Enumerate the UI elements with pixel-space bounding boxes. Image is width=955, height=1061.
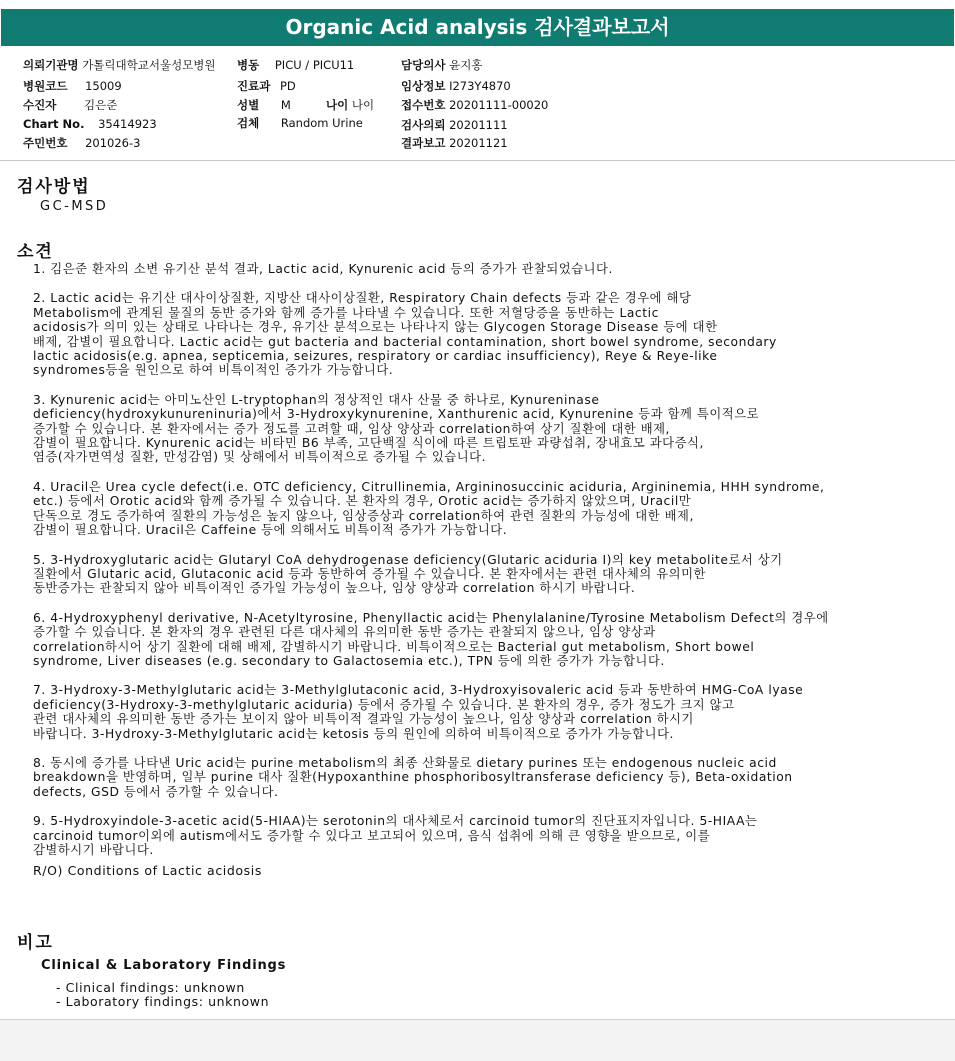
finding-paragraph: 1. 김은준 환자의 소변 유기산 분석 결과, Lactic acid, Kynurenic acid 등의 증가가 관찰되었습니다. (33, 262, 613, 276)
specimen-label: 검체 (237, 116, 260, 130)
clinical-findings-title: Clinical & Laboratory Findings (41, 958, 287, 973)
request-label: 검사의뢰 (401, 118, 446, 132)
age-value: 나이 (351, 98, 375, 112)
age-row (326, 97, 374, 113)
request-row (401, 117, 508, 133)
clinical-info-label: 임상정보 (401, 79, 446, 93)
report-date-value: 20201121 (449, 136, 508, 150)
patient-label: 수진자 (23, 98, 57, 112)
clinical-info-row (401, 78, 511, 94)
remarks-heading: 비고 (17, 933, 54, 953)
finding-paragraph: 6. 4-Hydroxyphenyl derivative, N-Acetyltyrosine, Phenyllactic acid는 Phenylalanine/Tyrosine Metabolism Defect의 경우에 증가할 수 있습니다. 본 환자의 경우 관련된 다른 대사체의 유의미한 동반 증가는 관찰되지 않으나, 임상 양상과 correlation하시어 상기 질환에 대해 배제, 감별하시기 바랍니다. 비특이적으로는 Bacterial gut metabolism, Short bowel syndrome, Liver diseases (e.g. secondary to Galactosemia etc.), TPN 등에 의한 증가가 가능합니다. (33, 610, 829, 668)
report-title: Organic Acid analysis 검사결과보고서 (1, 9, 954, 46)
age-label: 나이 (326, 98, 349, 112)
method-value: GC-MSD (40, 199, 109, 214)
finding-paragraph: 8. 동시에 증가를 나타낸 Uric acid는 purine metabolism의 최종 산화물로 dietary purines 또는 endogenous nucleic acid breakdown을 반영하며, 일부 purine 대사 질환(Hypoxanthine phosphoribosyltransferase deficiency 등), Beta-oxidation defects, GSD 등에서 증가할 수 있습니다. (33, 755, 793, 799)
finding-paragraph: 2. Lactic acid는 유기산 대사이상질환, 지방산 대사이상질환, Respiratory Chain defects 등과 같은 경우에 해당 Metabolism에 관계된 물질의 동반 증가와 함께 증가를 나타낼 수 있습니다. 또한 저혈당증을 동반하는 Lactic acidosis가 의미 있는 상태로 나타나는 경우, 유기산 분석으로는 나타나지 않는 Glycogen Storage Disease 등에 대한 배제, 감별이 필요합니다. Lactic acid는 gut bacteria and bacterial contamination, short bowel syndrome, secondary lactic acidosis(e.g. apnea, septicemia, seizures, respiratory or cardiac insufficiency), Reye & Reye-like syndromes등을 원인으로 하여 비특이적인 증가가 가능합니다. (33, 291, 777, 378)
clinical-findings-item: - Clinical findings: unknown (56, 980, 245, 995)
clinical-info-value: I273Y4870 (449, 79, 511, 93)
sex-row (237, 97, 291, 113)
patient-row (23, 97, 117, 113)
receipt-label: 접수번호 (401, 98, 446, 112)
chart-label: Chart No. (23, 117, 85, 131)
doctor-row (401, 57, 482, 73)
hospital-code-label: 병원코드 (23, 79, 68, 93)
institution-label: 의뢰기관명 (23, 58, 79, 72)
receipt-row (401, 97, 548, 113)
request-value: 20201111 (449, 118, 508, 132)
ward-row (237, 57, 354, 73)
report-date-row (401, 135, 508, 151)
report-date-label: 결과보고 (401, 136, 446, 150)
hospital-code-value: 15009 (85, 79, 122, 93)
findings-heading: 소견 (17, 242, 54, 262)
specimen-row (237, 115, 363, 131)
sex-label: 성별 (237, 98, 260, 112)
finding-paragraph: 9. 5-Hydroxyindole-3-acetic acid(5-HIAA)는 serotonin의 대사체로서 carcinoid tumor의 진단표지자입니다. 5-HIAA는 carcinoid tumor이외에 autism에서도 증가할 수 있다고 보고되어 있으며, 음식 섭취에 의해 큰 영향을 받으므로, 이를 감별하시기 바랍니다. (33, 814, 758, 857)
resident-label: 주민번호 (23, 136, 68, 150)
resident-value: 201026-3 (85, 136, 141, 150)
resident-row (23, 135, 140, 151)
finding-paragraph: 7. 3-Hydroxy-3-Methylglutaric acid는 3-Methylglutaconic acid, 3-Hydroxyisovaleric acid 등과 동반하여 HMG-CoA lyase deficiency(3-Hydroxy-3-methylglutaric aciduria) 등에서 증가될 수 있습니다. 본 환자의 경우, 증가 정도가 크지 않고 관련 대사체의 유의미한 동반 증가는 보이지 않아 비특이적 결과일 가능성이 높으나, 임상 양상과 correlation 하시기 바랍니다. 3-Hydroxy-3-Methylglutaric acid는 ketosis 등의 원인에 의하여 비특이적으로 증가가 가능합니다. (33, 683, 804, 741)
findings-body (33, 262, 945, 872)
receipt-value: 20201111-00020 (449, 98, 549, 112)
method-heading: 검사방법 (17, 177, 91, 197)
finding-paragraph: 5. 3-Hydroxyglutaric acid는 Glutaryl CoA dehydrogenase deficiency(Glutaric aciduria I)의 key metabolite로서 상기 질환에서 Glutaric acid, Glutaconic acid 등과 동반하여 증가될 수 있습니다. 본 환자에서는 관련 대사체의 유의미한 동반증가는 관찰되지 않아 비특이적인 증가일 가능성이 높으나, 임상 양상과 correlation 하시기 바랍니다. (33, 552, 783, 596)
hospital-code-row (23, 78, 122, 94)
chart-row (23, 117, 157, 131)
doctor-value: 윤지홍 (449, 58, 483, 72)
institution-value: 가톨릭대학교서울성모병원 (82, 58, 216, 72)
finding-paragraph: 4. Uracil은 Urea cycle defect(i.e. OTC deficiency, Citrullinemia, Argininosuccinic aciduria, Argininemia, HHH syndrome, etc.) 등에서 Orotic acid와 함께 증가될 수 있습니다. 본 환자의 경우, Orotic acid는 증가하지 않았으며, Uracil만 단독으로 경도 증가하여 질환의 가능성은 높지 않으나, 임상증상과 correlation하여 관련 질환의 가능성에 대한 배제, 감별이 필요합니다. Uracil은 Caffeine 등에 의해서도 비특이적 증가가 가능합니다. (33, 479, 825, 538)
header-divider (0, 160, 955, 161)
dept-value: PD (279, 79, 296, 93)
dept-row (237, 78, 296, 94)
ward-label: 병동 (237, 58, 260, 72)
institution-row (23, 57, 216, 73)
dept-label: 진료과 (237, 79, 271, 93)
rule-out-note: R/O) Conditions of Lactic acidosis (33, 863, 262, 878)
doctor-label: 담당의사 (401, 58, 446, 72)
ward-value: PICU / PICU11 (274, 58, 355, 72)
specimen-value: Random Urine (280, 116, 363, 130)
finding-paragraph: 3. Kynurenic acid는 아미노산인 L-tryptophan의 정상적인 대사 산물 중 하나로, Kynureninase deficiency(hydroxykunureninuria)에서 3-Hydroxykynurenine, Xanthurenic acid, Kynurenine 등과 함께 특이적으로 증가할 수 있습니다. 본 환자에서는 증가 정도를 고려할 때, 임상 양상과 correlation하여 상기 질환에 대한 배제, 감별이 필요합니다. Kynurenic acid는 비타민 B6 부족, 고단백질 식이에 따른 트립토판 과량섭취, 장내효모 과다증식, 염증(자가면역성 질환, 만성감염) 및 상해에서 비특이적으로 증가될 수 있습니다. (33, 392, 760, 465)
page-footer-band (0, 1019, 955, 1061)
patient-value: 김은준 (83, 98, 118, 112)
sex-value: M (280, 98, 291, 112)
chart-value: 35414923 (98, 117, 157, 131)
laboratory-findings-item: - Laboratory findings: unknown (56, 994, 270, 1009)
